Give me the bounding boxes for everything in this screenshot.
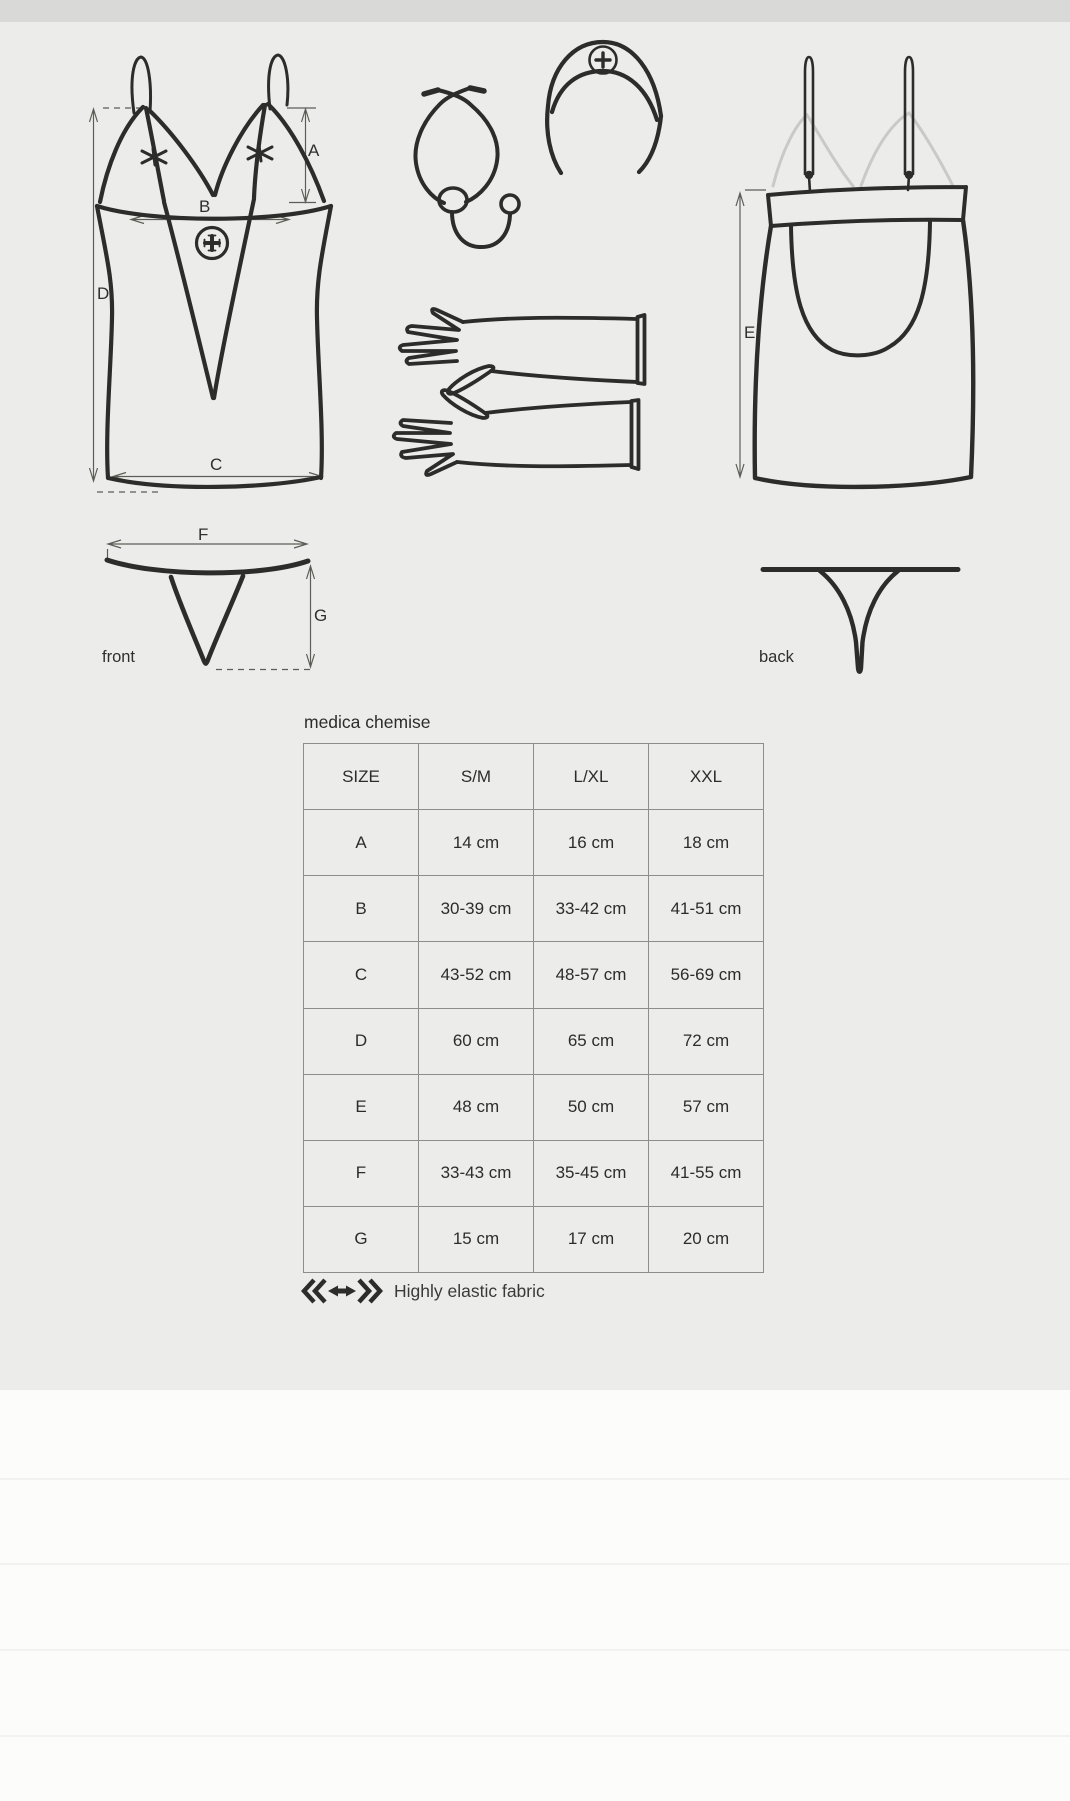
back-band [768, 187, 966, 226]
value-cell: 15 cm [419, 1206, 534, 1272]
value-cell: 20 cm [649, 1206, 764, 1272]
medical-cross-plus [205, 236, 219, 250]
faint-divider-line [0, 1563, 1070, 1565]
value-cell: 65 cm [534, 1008, 649, 1074]
front-underbust [97, 206, 331, 219]
row-label-cell: D [304, 1008, 419, 1074]
dim-label-g: G [314, 606, 328, 625]
size-table [303, 743, 764, 1273]
cup-bow-left [142, 149, 166, 165]
table-row [304, 1140, 764, 1206]
value-cell: 33-42 cm [534, 876, 649, 942]
header-cell: SIZE [304, 744, 419, 810]
value-cell: 18 cm [649, 810, 764, 876]
row-label-cell: G [304, 1206, 419, 1272]
headband-cross-plus [596, 53, 610, 67]
table-row [304, 876, 764, 942]
headband-inner-arc [552, 71, 657, 120]
row-label-cell: C [304, 942, 419, 1008]
value-cell: 16 cm [534, 810, 649, 876]
garment-diagram [0, 0, 1070, 700]
dim-label-b: B [199, 197, 211, 216]
value-cell: 14 cm [419, 810, 534, 876]
strap-adjuster-left [805, 171, 813, 179]
value-cell: 41-51 cm [649, 876, 764, 942]
faint-divider-line [0, 1735, 1070, 1737]
thong-front-triangle [171, 576, 243, 664]
row-label-cell: E [304, 1074, 419, 1140]
stethoscope-hose [452, 212, 510, 247]
thong-front-waistband [107, 560, 308, 573]
row-label-cell: A [304, 810, 419, 876]
row-label-cell: F [304, 1140, 419, 1206]
dim-label-f: F [198, 525, 209, 544]
dim-label-c: C [210, 455, 223, 474]
header-cell: XXL [649, 744, 764, 810]
front-view-label: front [102, 648, 136, 666]
faint-divider-line [0, 1649, 1070, 1651]
value-cell: 48 cm [419, 1074, 534, 1140]
cup-bow-right [248, 145, 272, 161]
elastic-stretch-icon [301, 1277, 383, 1305]
back-view-label: back [759, 648, 794, 666]
value-cell: 17 cm [534, 1206, 649, 1272]
front-cups [100, 104, 324, 202]
table-row [304, 1206, 764, 1272]
chemise-back-cup-shadows [773, 113, 953, 186]
dim-label-a: A [308, 141, 320, 160]
back-u-opening [791, 222, 930, 355]
table-header-row [304, 744, 764, 810]
thong-back-string [820, 571, 898, 672]
nurse-headband-drawing [547, 42, 661, 173]
table-row [304, 810, 764, 876]
dim-label-d: D [97, 284, 110, 303]
stethoscope-drawing [415, 88, 519, 247]
value-cell: 48-57 cm [534, 942, 649, 1008]
dim-label-e: E [744, 323, 756, 342]
header-cell: S/M [419, 744, 534, 810]
chemise-front-drawing [97, 55, 331, 487]
value-cell: 50 cm [534, 1074, 649, 1140]
stethoscope-tubes [415, 88, 497, 203]
chemise-back-drawing [755, 57, 973, 487]
value-cell: 72 cm [649, 1008, 764, 1074]
value-cell: 33-43 cm [419, 1140, 534, 1206]
value-cell: 41-55 cm [649, 1140, 764, 1206]
faint-divider-line [0, 1478, 1070, 1480]
value-cell: 35-45 cm [534, 1140, 649, 1206]
header-cell: L/XL [534, 744, 649, 810]
stethoscope-chestpiece [501, 195, 519, 213]
gloves-drawing [394, 309, 645, 475]
value-cell: 43-52 cm [419, 942, 534, 1008]
strap-adjuster-right [905, 171, 913, 179]
size-chart-title: medica chemise [304, 712, 431, 732]
value-cell: 30-39 cm [419, 876, 534, 942]
value-cell: 56-69 cm [649, 942, 764, 1008]
value-cell: 57 cm [649, 1074, 764, 1140]
elastic-fabric-note: Highly elastic fabric [394, 1281, 545, 1301]
table-row [304, 942, 764, 1008]
table-row [304, 1074, 764, 1140]
stethoscope-bell [439, 188, 467, 212]
value-cell: 60 cm [419, 1008, 534, 1074]
table-row [304, 1008, 764, 1074]
row-label-cell: B [304, 876, 419, 942]
headband-tails [547, 106, 661, 173]
thong-front-drawing [107, 560, 308, 664]
